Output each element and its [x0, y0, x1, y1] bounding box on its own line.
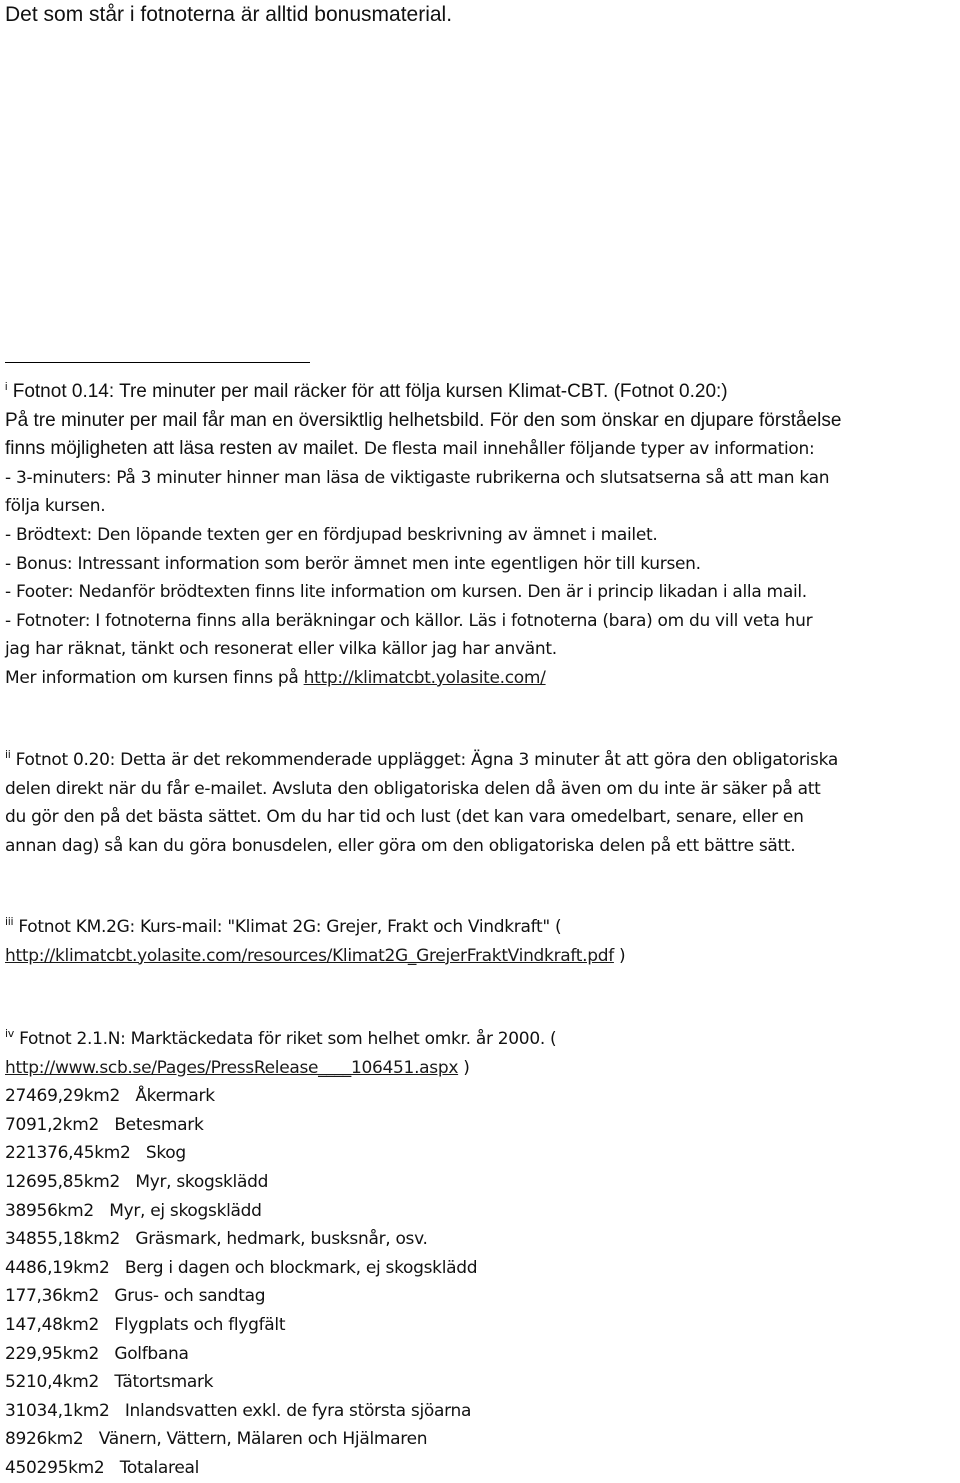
land-cover-total-row: 450295km2 Totalareal — [5, 1457, 200, 1478]
land-cover-row: 177,36km2 Grus- och sandtag — [5, 1286, 266, 1307]
land-cover-row: 221376,45km2 Skog — [5, 1143, 186, 1164]
footnote-i-line-3: finns möjligheten att läsa resten av mailet. De flesta mail innehåller följande typer av information: — [5, 438, 815, 460]
footnote-i-line-10: jag har räknat, tänkt och resonerat eller vilka källor jag har använt. — [5, 639, 557, 660]
footnote-ii-line-2: delen direkt när du får e-mailet. Avsluta den obligatoriska delen då även om du inte är säker på att — [5, 778, 821, 799]
footnote-iv — [5, 1025, 960, 1483]
land-cover-row: 147,48km2 Flygplats och flygfält — [5, 1314, 286, 1335]
footnote-ii — [5, 746, 960, 860]
land-cover-row: 31034,1km2 Inlandsvatten exkl. de fyra största sjöarna — [5, 1400, 472, 1421]
course-info-link[interactable]: http://klimatcbt.yolasite.com/ — [303, 667, 546, 688]
footnote-iv-line-2: http://www.scb.se/Pages/PressRelease____106451.aspx ) — [5, 1057, 470, 1078]
land-cover-row: 229,95km2 Golfbana — [5, 1343, 189, 1364]
land-cover-row: 8926km2 Vänern, Vättern, Mälaren och Hjälmaren — [5, 1429, 428, 1450]
land-cover-row: 7091,2km2 Betesmark — [5, 1114, 204, 1135]
footnote-ii-line-3: du gör den på det bästa sättet. Om du har tid och lust (det kan vara omedelbart, senare, eller en — [5, 807, 804, 828]
footnote-iv-marker: iv — [5, 1027, 14, 1040]
footnote-ii-line-1: $^{ii}$ Fotnot 0.20: Detta är det rekommenderade upplägget: Ägna 3 minuter åt att göra den obligatoriska — [5, 748, 838, 770]
intro-text: Det som står i fotnoterna är alltid bonusmaterial. — [5, 3, 453, 26]
footnote-i-line-2: På tre minuter per mail får man en översiktlig helhetsbild. För den som önskar en djupare förståelse — [5, 409, 842, 431]
footnote-iii-marker: iii — [5, 915, 14, 928]
footnote-iii — [5, 913, 960, 970]
land-cover-row: 4486,19km2 Berg i dagen och blockmark, ej skogsklädd — [5, 1257, 478, 1278]
footnote-i-line-1: $^i$ Fotnot 0.14: Tre minuter per mail räcker för att följa kursen Klimat-CBT. (Fotnot 0.20:) — [5, 381, 728, 402]
footnote-ii-marker: ii — [5, 748, 11, 761]
footnote-ii-line-4: annan dag) så kan du göra bonusdelen, eller göra om den obligatoriska delen på ett bättre sätt. — [5, 835, 796, 856]
footnote-i-marker: i — [5, 381, 8, 393]
footnote-separator — [5, 362, 310, 363]
footnote-iii-line-2: http://klimatcbt.yolasite.com/resources/Klimat2G_GrejerFraktVindkraft.pdf ) — [5, 945, 626, 966]
footnote-i-line-4: - 3-minuters: På 3 minuter hinner man läsa de viktigaste rubrikerna och slutsatserna så att man kan — [5, 467, 830, 488]
footnote-i-line-6: - Brödtext: Den löpande texten ger en fördjupad beskrivning av ämnet i mailet. — [5, 524, 658, 545]
land-cover-row: 34855,18km2 Gräsmark, hedmark, busksnår, osv. — [5, 1229, 428, 1250]
footnote-iii-line-1: $^{iii}$ Fotnot KM.2G: Kurs-mail: "Klimat 2G: Grejer, Frakt och Vindkraft" ( — [5, 915, 562, 937]
footnote-i — [5, 378, 960, 693]
footnote-i-line-7: - Bonus: Intressant information som berör ämnet men inte egentligen hör till kursen. — [5, 553, 701, 574]
footnote-i-line-5: följa kursen. — [5, 496, 106, 517]
land-cover-row: 27469,29km2 Åkermark — [5, 1086, 215, 1107]
scb-press-release-link[interactable]: http://www.scb.se/Pages/PressRelease____106451.aspx — [5, 1057, 459, 1078]
land-cover-row: 12695,85km2 Myr, skogsklädd — [5, 1171, 269, 1192]
land-cover-row: 38956km2 Myr, ej skogsklädd — [5, 1200, 262, 1221]
footnote-iv-line-1: $^{iv}$ Fotnot 2.1.N: Marktäckedata för riket som helhet omkr. år 2000. ( — [5, 1027, 557, 1049]
course-mail-pdf-link[interactable]: http://klimatcbt.yolasite.com/resources/Klimat2G_GrejerFraktVindkraft.pdf — [5, 945, 614, 966]
footnote-i-line-11: Mer information om kursen finns på http://klimatcbt.yolasite.com/ — [5, 667, 546, 688]
footnote-i-line-8: - Footer: Nedanför brödtexten finns lite information om kursen. Den är i princip likadan i alla mail. — [5, 582, 807, 603]
footnote-i-line-9: - Fotnoter: I fotnoterna finns alla beräkningar och källor. Läs i fotnoterna (bara) om du vill veta hur — [5, 610, 813, 631]
land-cover-row: 5210,4km2 Tätortsmark — [5, 1372, 214, 1393]
